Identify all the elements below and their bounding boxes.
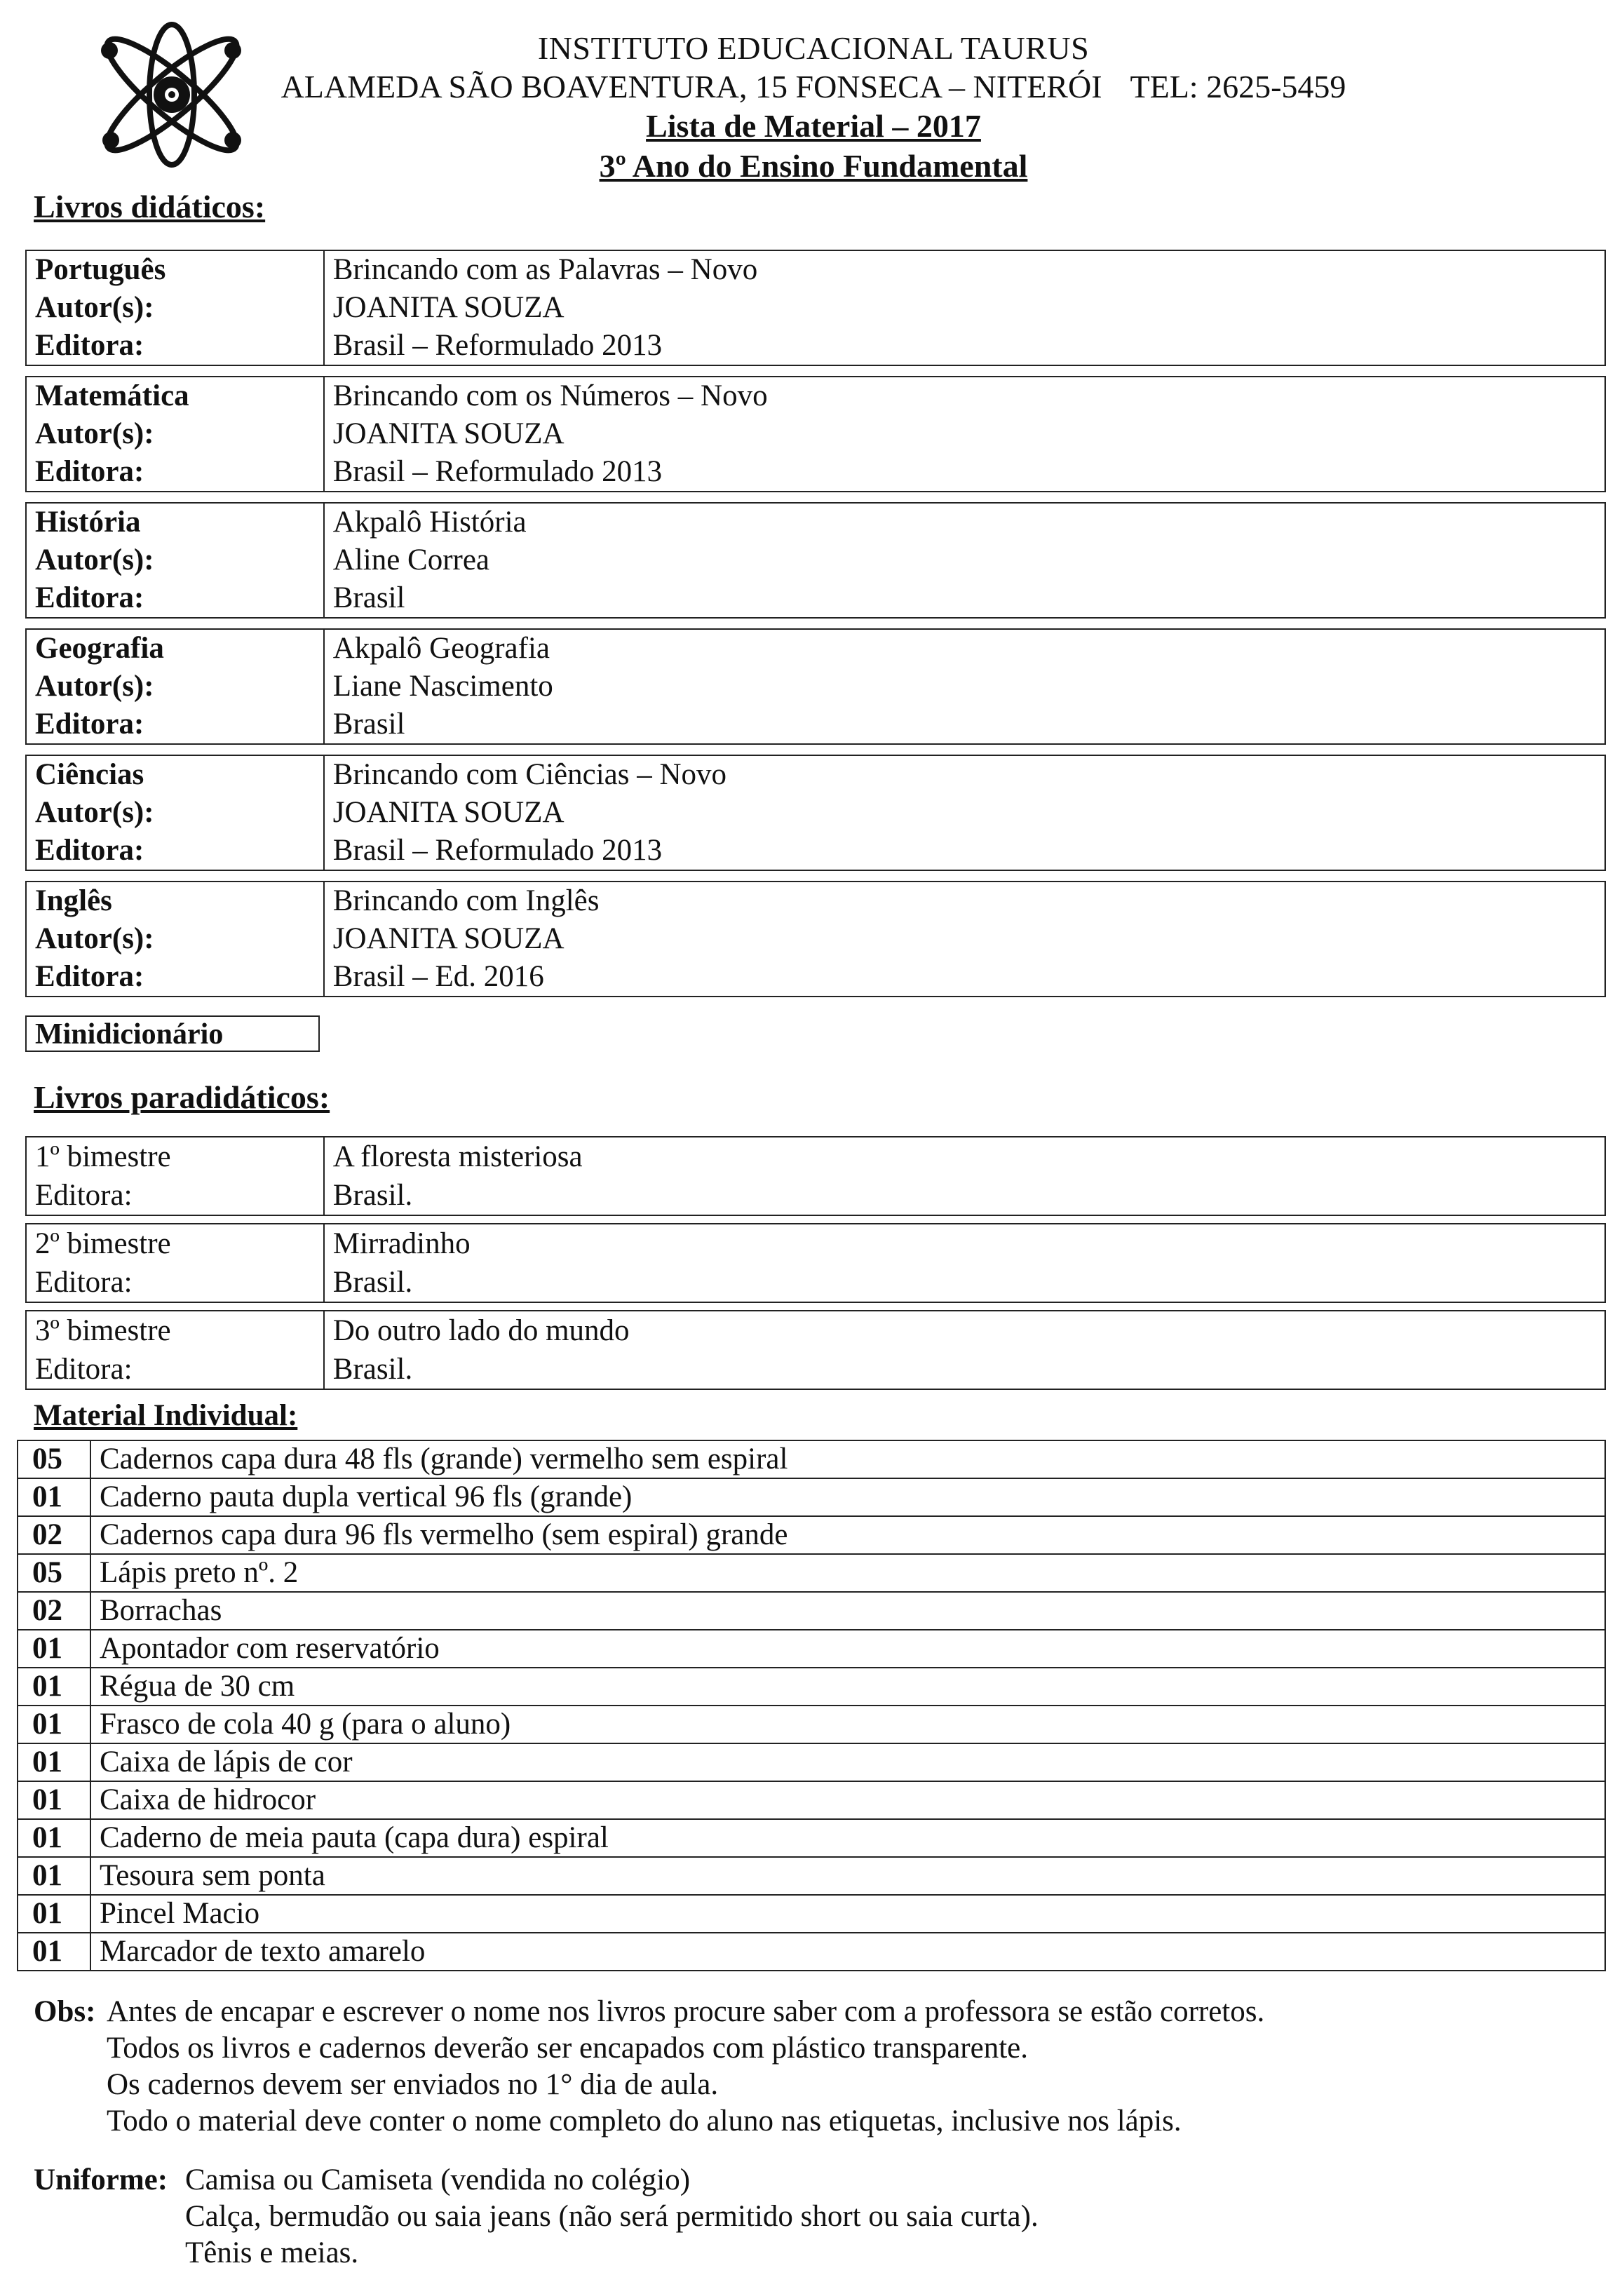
book-title: Brincando com as Palavras – Novo — [324, 250, 1605, 289]
book-publisher: Brasil – Reformulado 2013 — [324, 453, 1605, 492]
bimestre-label: 2º bimestre — [26, 1224, 324, 1263]
material-table — [17, 1440, 1606, 1971]
publisher-label: Editora: — [26, 958, 324, 997]
uniforme-label: Uniforme: — [34, 2163, 168, 2196]
school-name: INSTITUTO EDUCACIONAL TAURUS — [537, 30, 1090, 66]
obs-block — [34, 1994, 1264, 2140]
uniforme-line: Tênis e meias. — [185, 2236, 359, 2269]
table-row — [18, 1933, 1605, 1971]
book-author: JOANITA SOUZA — [324, 415, 1605, 453]
item-desc: Caixa de lápis de cor — [90, 1743, 1605, 1781]
table-row — [18, 1743, 1605, 1781]
uniforme-line: Calça, bermudão ou saia jeans (não será permitido short ou saia curta). — [185, 2200, 1039, 2233]
item-qty: 01 — [18, 1478, 90, 1516]
book-publisher: Brasil — [324, 579, 1605, 618]
item-desc: Caixa de hidrocor — [90, 1781, 1605, 1819]
book-title: Akpalô História — [324, 503, 1605, 541]
obs-line: Todo o material deve conter o nome completo do aluno nas etiquetas, inclusive nos lápis. — [107, 2105, 1182, 2138]
item-qty: 01 — [18, 1781, 90, 1819]
book-author: JOANITA SOUZA — [324, 920, 1605, 958]
book-subject: História — [26, 503, 324, 541]
author-label: Autor(s): — [26, 668, 324, 705]
book-subject: Inglês — [26, 882, 324, 920]
table-row — [18, 1592, 1605, 1630]
bimestre-label: 3º bimestre — [26, 1311, 324, 1350]
item-desc: Lápis preto nº. 2 — [90, 1554, 1605, 1592]
publisher-label: Editora: — [26, 1350, 324, 1389]
item-qty: 01 — [18, 1668, 90, 1706]
book-author: Aline Correa — [324, 541, 1605, 579]
table-row — [18, 1819, 1605, 1857]
obs-label: Obs: — [34, 1995, 96, 2028]
item-desc: Cadernos capa dura 96 fls vermelho (sem espiral) grande — [90, 1516, 1605, 1554]
item-qty: 02 — [18, 1592, 90, 1630]
book-title: Brincando com os Números – Novo — [324, 377, 1605, 415]
author-label: Autor(s): — [26, 920, 324, 958]
publisher-label: Editora: — [26, 1176, 324, 1215]
item-desc: Pincel Macio — [90, 1895, 1605, 1933]
item-qty: 01 — [18, 1706, 90, 1743]
item-qty: 01 — [18, 1857, 90, 1895]
book-author: Liane Nascimento — [324, 668, 1605, 705]
uniforme-block — [34, 2162, 1039, 2271]
book-title: Brincando com Ciências – Novo — [324, 755, 1605, 794]
book-publisher: Brasil – Reformulado 2013 — [324, 832, 1605, 870]
obs-line: Os cadernos devem ser enviados no 1° dia de aula. — [107, 2068, 719, 2101]
item-qty: 01 — [18, 1895, 90, 1933]
book-author: JOANITA SOUZA — [324, 289, 1605, 327]
item-qty: 05 — [18, 1554, 90, 1592]
paradidatico-title: Do outro lado do mundo — [324, 1311, 1605, 1350]
paradidatico-title: A floresta misteriosa — [324, 1137, 1605, 1176]
paradidatico-table-2 — [25, 1223, 1606, 1303]
uniforme-line: Camisa ou Camiseta (vendida no colégio) — [185, 2163, 691, 2196]
paradidatico-publisher: Brasil. — [324, 1350, 1605, 1389]
item-desc: Frasco de cola 40 g (para o aluno) — [90, 1706, 1605, 1743]
school-address: ALAMEDA SÃO BOAVENTURA, 15 FONSECA – NITERÓI — [281, 69, 1102, 104]
item-desc: Borrachas — [90, 1592, 1605, 1630]
school-phone: TEL: 2625-5459 — [1130, 69, 1346, 104]
table-row — [18, 1781, 1605, 1819]
item-desc: Caderno pauta dupla vertical 96 fls (grande) — [90, 1478, 1605, 1516]
book-title: Akpalô Geografia — [324, 629, 1605, 668]
paradidatico-publisher: Brasil. — [324, 1263, 1605, 1302]
item-qty: 01 — [18, 1819, 90, 1857]
table-row — [18, 1857, 1605, 1895]
publisher-label: Editora: — [26, 453, 324, 492]
atom-logo-icon — [83, 21, 261, 168]
item-qty: 01 — [18, 1933, 90, 1971]
book-publisher: Brasil – Reformulado 2013 — [324, 327, 1605, 365]
item-desc: Cadernos capa dura 48 fls (grande) vermelho sem espiral — [90, 1440, 1605, 1478]
table-row — [18, 1554, 1605, 1592]
item-desc: Apontador com reservatório — [90, 1630, 1605, 1668]
table-row — [18, 1630, 1605, 1668]
publisher-label: Editora: — [26, 327, 324, 365]
book-table-portugues — [25, 250, 1606, 366]
book-table-historia — [25, 502, 1606, 619]
author-label: Autor(s): — [26, 794, 324, 832]
book-publisher: Brasil — [324, 705, 1605, 744]
book-publisher: Brasil – Ed. 2016 — [324, 958, 1605, 997]
section-livros-didaticos: Livros didáticos: — [34, 189, 266, 224]
book-table-geografia — [25, 628, 1606, 745]
obs-line: Antes de encapar e escrever o nome nos livros procure saber com a professora se estão corretos. — [107, 1995, 1265, 2028]
book-title: Brincando com Inglês — [324, 882, 1605, 920]
item-desc: Marcador de texto amarelo — [90, 1933, 1605, 1971]
grade-title: 3º Ano do Ensino Fundamental — [599, 148, 1028, 184]
book-author: JOANITA SOUZA — [324, 794, 1605, 832]
item-qty: 05 — [18, 1440, 90, 1478]
book-table-ciencias — [25, 755, 1606, 871]
book-table-matematica — [25, 376, 1606, 492]
book-subject: Português — [26, 250, 324, 289]
table-row — [18, 1516, 1605, 1554]
publisher-label: Editora: — [26, 832, 324, 870]
paradidatico-table-1 — [25, 1136, 1606, 1216]
table-row — [18, 1440, 1605, 1478]
item-desc: Tesoura sem ponta — [90, 1857, 1605, 1895]
item-desc: Régua de 30 cm — [90, 1668, 1605, 1706]
item-qty: 02 — [18, 1516, 90, 1554]
book-table-ingles — [25, 881, 1606, 997]
table-row — [18, 1706, 1605, 1743]
item-qty: 01 — [18, 1743, 90, 1781]
obs-line: Todos os livros e cadernos deverão ser encapados com plástico transparente. — [107, 2032, 1028, 2065]
section-material-individual: Material Individual: — [34, 1399, 298, 1432]
book-subject: Geografia — [26, 629, 324, 668]
minidicionario-box: Minidicionário — [25, 1015, 320, 1052]
list-title: Lista de Material – 2017 — [646, 108, 981, 144]
author-label: Autor(s): — [26, 415, 324, 453]
paradidatico-publisher: Brasil. — [324, 1176, 1605, 1215]
table-row — [18, 1668, 1605, 1706]
author-label: Autor(s): — [26, 289, 324, 327]
table-row — [18, 1895, 1605, 1933]
school-address-line — [273, 71, 1353, 103]
bimestre-label: 1º bimestre — [26, 1137, 324, 1176]
table-row — [18, 1478, 1605, 1516]
paradidatico-title: Mirradinho — [324, 1224, 1605, 1263]
author-label: Autor(s): — [26, 541, 324, 579]
book-subject: Matemática — [26, 377, 324, 415]
book-subject: Ciências — [26, 755, 324, 794]
publisher-label: Editora: — [26, 1263, 324, 1302]
publisher-label: Editora: — [26, 579, 324, 618]
item-desc: Caderno de meia pauta (capa dura) espiral — [90, 1819, 1605, 1857]
section-livros-paradidaticos: Livros paradidáticos: — [34, 1079, 330, 1115]
item-qty: 01 — [18, 1630, 90, 1668]
publisher-label: Editora: — [26, 705, 324, 744]
paradidatico-table-3 — [25, 1310, 1606, 1390]
